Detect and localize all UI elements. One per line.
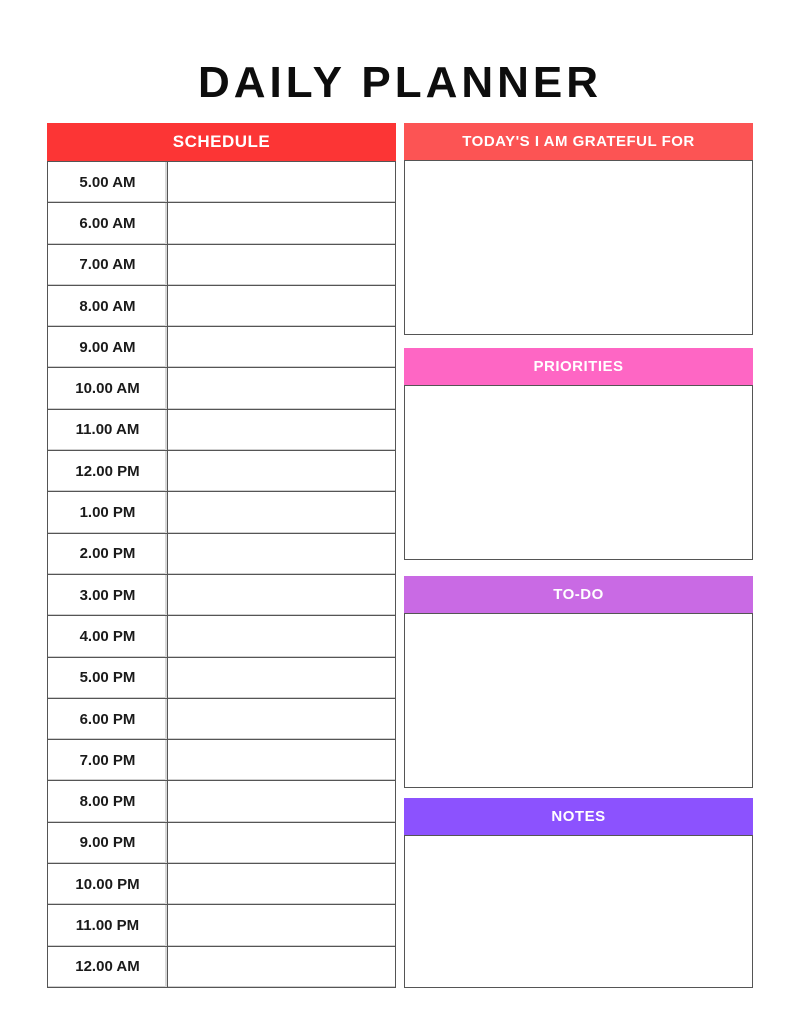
- schedule-row: [48, 780, 395, 821]
- time-label: 11.00 PM: [48, 905, 168, 945]
- schedule-row: [48, 904, 395, 945]
- grateful-writing-area[interactable]: [404, 160, 753, 335]
- time-slot-entry[interactable]: [168, 410, 395, 450]
- time-label: 9.00 PM: [48, 823, 168, 863]
- priorities-writing-area[interactable]: [404, 385, 753, 560]
- time-label: 3.00 PM: [48, 575, 168, 615]
- schedule-row: [48, 202, 395, 243]
- time-label: 7.00 AM: [48, 245, 168, 285]
- time-label: 5.00 PM: [48, 658, 168, 698]
- time-slot-entry[interactable]: [168, 451, 395, 491]
- schedule-row: [48, 326, 395, 367]
- priorities-header: PRIORITIES: [404, 348, 753, 385]
- schedule-section: [47, 123, 396, 988]
- time-label: 1.00 PM: [48, 492, 168, 532]
- time-slot-entry[interactable]: [168, 492, 395, 532]
- time-slot-entry[interactable]: [168, 781, 395, 821]
- time-label: 8.00 PM: [48, 781, 168, 821]
- todo-writing-area[interactable]: [404, 613, 753, 788]
- todo-section: [404, 576, 753, 788]
- grateful-section: [404, 123, 753, 335]
- schedule-row: [48, 615, 395, 656]
- schedule-row: [48, 244, 395, 285]
- schedule-row: [48, 367, 395, 408]
- page-title: DAILY PLANNER: [197, 58, 603, 107]
- notes-section: [404, 798, 753, 988]
- time-label: 12.00 AM: [48, 947, 168, 987]
- schedule-row: [48, 698, 395, 739]
- time-label: 12.00 PM: [48, 451, 168, 491]
- schedule-row: [48, 574, 395, 615]
- time-slot-entry[interactable]: [168, 864, 395, 904]
- schedule-row: [48, 657, 395, 698]
- time-label: 6.00 PM: [48, 699, 168, 739]
- schedule-row: [48, 285, 395, 326]
- time-slot-entry[interactable]: [168, 203, 395, 243]
- schedule-row: [48, 946, 395, 987]
- time-label: 10.00 AM: [48, 368, 168, 408]
- time-slot-entry[interactable]: [168, 286, 395, 326]
- schedule-row: [48, 491, 395, 532]
- time-label: 2.00 PM: [48, 534, 168, 574]
- schedule-rows: [47, 161, 396, 988]
- schedule-header: SCHEDULE: [47, 123, 396, 161]
- time-slot-entry[interactable]: [168, 740, 395, 780]
- time-label: 4.00 PM: [48, 616, 168, 656]
- time-slot-entry[interactable]: [168, 575, 395, 615]
- time-label: 8.00 AM: [48, 286, 168, 326]
- schedule-row: [48, 161, 395, 202]
- schedule-row: [48, 450, 395, 491]
- schedule-row: [48, 533, 395, 574]
- time-slot-entry[interactable]: [168, 658, 395, 698]
- time-label: 10.00 PM: [48, 864, 168, 904]
- time-label: 7.00 PM: [48, 740, 168, 780]
- priorities-section: [404, 348, 753, 560]
- time-label: 6.00 AM: [48, 203, 168, 243]
- notes-writing-area[interactable]: [404, 835, 753, 988]
- time-slot-entry[interactable]: [168, 905, 395, 945]
- time-slot-entry[interactable]: [168, 534, 395, 574]
- time-slot-entry[interactable]: [168, 162, 395, 202]
- time-slot-entry[interactable]: [168, 823, 395, 863]
- time-label: 9.00 AM: [48, 327, 168, 367]
- time-label: 5.00 AM: [48, 162, 168, 202]
- todo-header: TO-DO: [404, 576, 753, 613]
- schedule-row: [48, 409, 395, 450]
- grateful-header: TODAY'S I AM GRATEFUL FOR: [404, 123, 753, 160]
- time-slot-entry[interactable]: [168, 616, 395, 656]
- time-label: 11.00 AM: [48, 410, 168, 450]
- schedule-row: [48, 822, 395, 863]
- time-slot-entry[interactable]: [168, 327, 395, 367]
- schedule-row: [48, 739, 395, 780]
- time-slot-entry[interactable]: [168, 368, 395, 408]
- time-slot-entry[interactable]: [168, 699, 395, 739]
- schedule-row: [48, 863, 395, 904]
- time-slot-entry[interactable]: [168, 245, 395, 285]
- notes-header: NOTES: [404, 798, 753, 835]
- time-slot-entry[interactable]: [168, 947, 395, 987]
